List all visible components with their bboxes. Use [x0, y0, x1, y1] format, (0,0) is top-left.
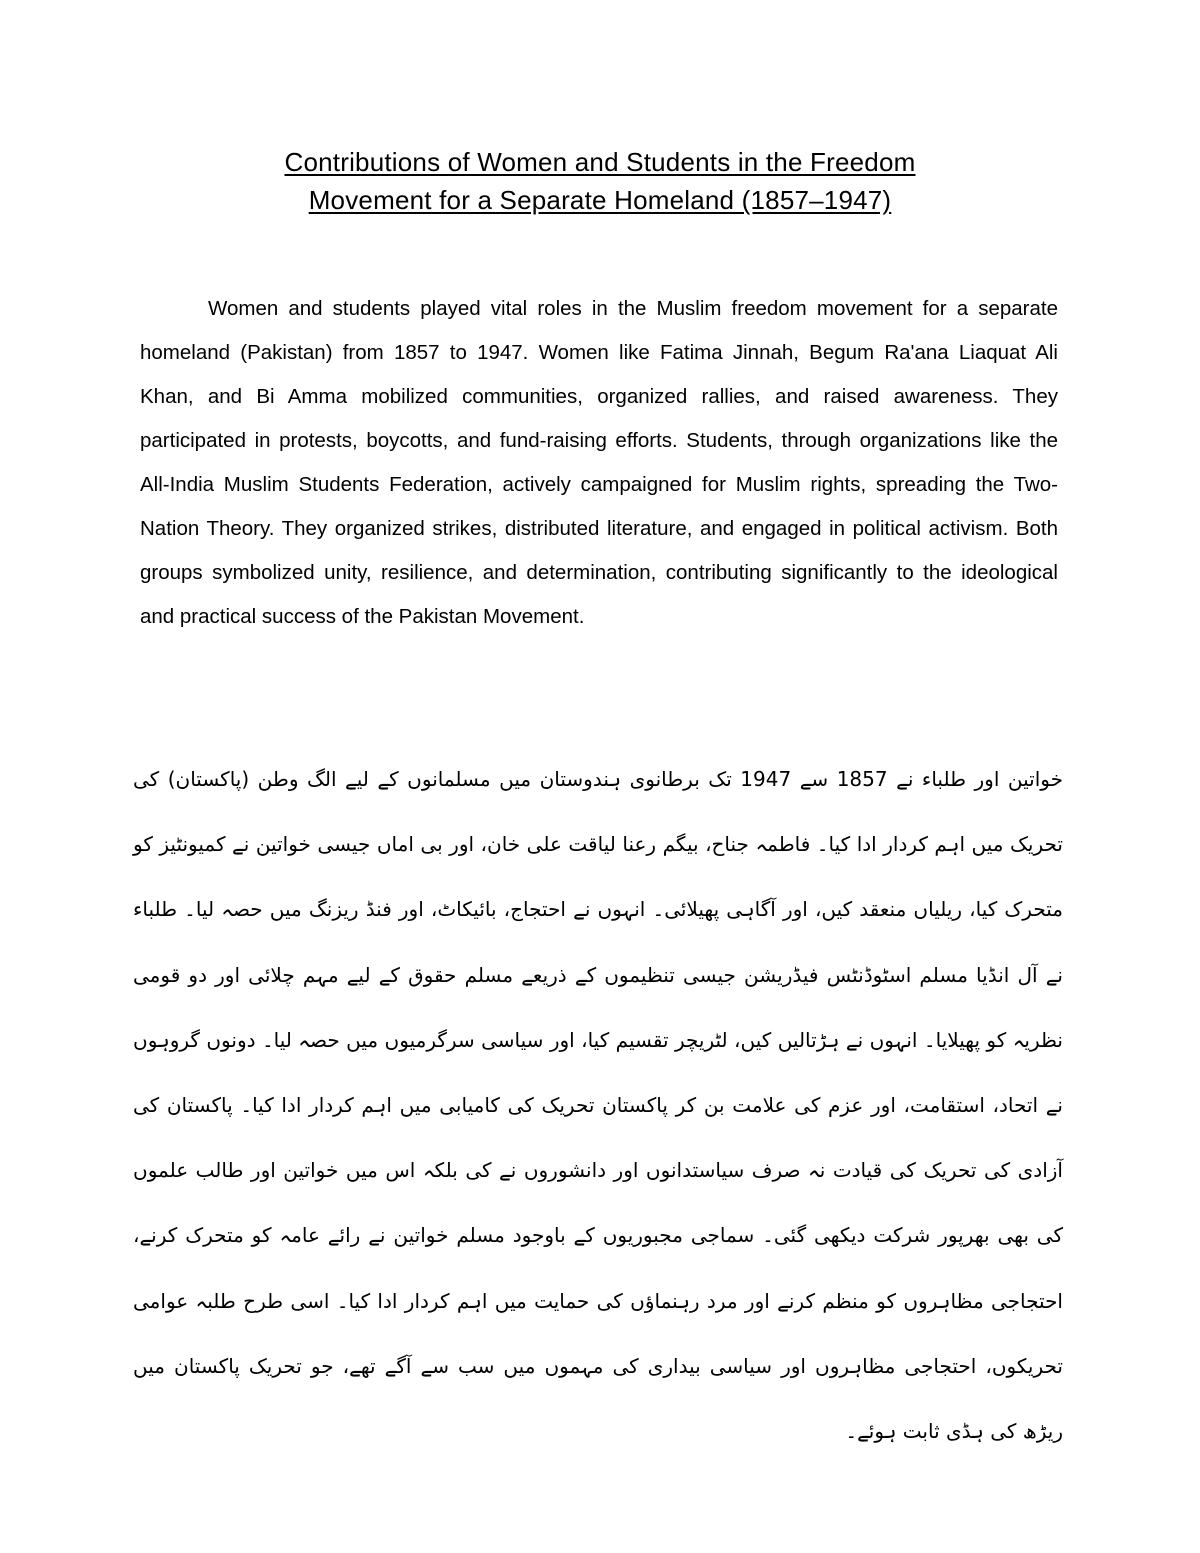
title-line-2: Movement for a Separate Homeland (1857–1947): [308, 185, 892, 215]
title-line-1: Contributions of Women and Students in the Freedom: [284, 147, 916, 177]
urdu-paragraph: خواتین اور طلباء نے 1857 سے 1947 تک برطانوی ہندوستان میں مسلمانوں کے لیے الگ وطن (پاکستان) کی تحریک میں اہم کردار ادا کیا۔ فاطمہ جناح، بیگم رعنا لیاقت علی خان، اور بی اماں جیسی خواتین نے کمیونٹیز کو متحرک کیا، ریلیاں منعقد کیں، اور آگاہی پھیلائی۔ انہوں نے احتجاج، بائیکاٹ، اور فنڈ ریزنگ میں حصہ لیا۔ طلباء نے آل انڈیا مسلم اسٹوڈنٹس فیڈریشن جیسی تنظیموں کے ذریعے مسلم حقوق کے لیے مہم چلائی اور دو قومی نظریہ کو پھیلایا۔ انہوں نے ہڑتالیں کیں، لٹریچر تقسیم کیا، اور سیاسی سرگرمیوں میں حصہ لیا۔ دونوں گروہوں نے اتحاد، استقامت، اور عزم کی علامت بن کر پاکستان تحریک کی کامیابی میں اہم کردار ادا کیا۔ پاکستان کی آزادی کی تحریک کی قیادت نہ صرف سیاستدانوں اور دانشوروں نے کی بلکہ اس میں خواتین اور طالب علموں کی بھی بھرپور شرکت دیکھی گئی۔ سماجی مجبوریوں کے باوجود مسلم خواتین نے رائے عامہ کو متحرک کرنے، احتجاجی مظاہروں کو منظم کرنے اور مرد رہنماؤں کی حمایت میں اہم کردار ادا کیا۔ اسی طرح طلبہ عوامی تحریکوں، احتجاجی مظاہروں اور سیاسی بیداری کی مہموں میں سب سے آگے تھے، جو تحریک پاکستان میں ریڑھ کی ہڈی ثابت ہوئے۔: [133, 767, 1063, 1444]
document-title: [140, 143, 1060, 219]
english-paragraph: Women and students played vital roles in the Muslim freedom movement for a separate homeland (Pakistan) from 1857 to 1947. Women like Fatima Jinnah, Begum Ra'ana Liaquat Ali Khan, and Bi Amma mobilized communities, organized rallies, and raised awareness. They participated in protests, boycotts, and fund-raising efforts. Students, through organizations like the All-India Muslim Students Federation, actively campaigned for Muslim rights, spreading the Two-Nation Theory. They organized strikes, distributed literature, and engaged in political activism. Both groups symbolized unity, resilience, and determination, contributing significantly to the ideological and practical success of the Pakistan Movement.: [140, 297, 1058, 628]
